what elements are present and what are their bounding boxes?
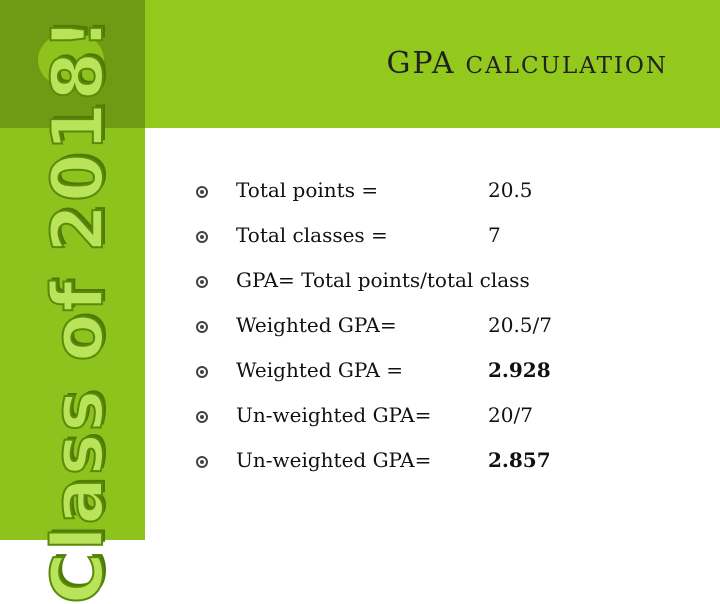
bullet-icon [196, 411, 208, 423]
bullet-icon [196, 321, 208, 333]
list-item [190, 223, 710, 268]
bullet-icon [196, 231, 208, 243]
bullet-label: Un-weighted GPA= [236, 448, 432, 472]
bullet-value: 2.857 [488, 448, 551, 472]
bullet-label: Total points = [236, 178, 379, 202]
bullet-icon [196, 456, 208, 468]
bullet-icon [196, 186, 208, 198]
list-item [190, 313, 710, 358]
list-item [190, 448, 710, 493]
bullet-value: 2.928 [488, 358, 551, 382]
list-item [190, 178, 710, 223]
bullet-label: Un-weighted GPA= [236, 403, 432, 427]
title-sub: CALCULATION [465, 53, 668, 79]
list-item [190, 403, 710, 448]
list-item [190, 358, 710, 403]
slide-title [386, 46, 668, 81]
sidebar-caption-text: Class of 2018! [36, 16, 119, 604]
bullet-value: 20.5/7 [488, 313, 552, 337]
bullet-label: Total classes = [236, 223, 388, 247]
bullet-label: GPA= Total points/total class [236, 268, 530, 292]
bullet-label: Weighted GPA= [236, 313, 397, 337]
list-item [190, 268, 710, 313]
title-main: GPA [386, 46, 456, 81]
bullet-list [190, 178, 710, 493]
sidebar-caption [30, 16, 125, 604]
bullet-value: 20.5 [488, 178, 533, 202]
bullet-value: 20/7 [488, 403, 533, 427]
bullet-label: Weighted GPA = [236, 358, 404, 382]
bullet-icon [196, 276, 208, 288]
bullet-icon [196, 366, 208, 378]
bullet-value: 7 [488, 223, 501, 247]
